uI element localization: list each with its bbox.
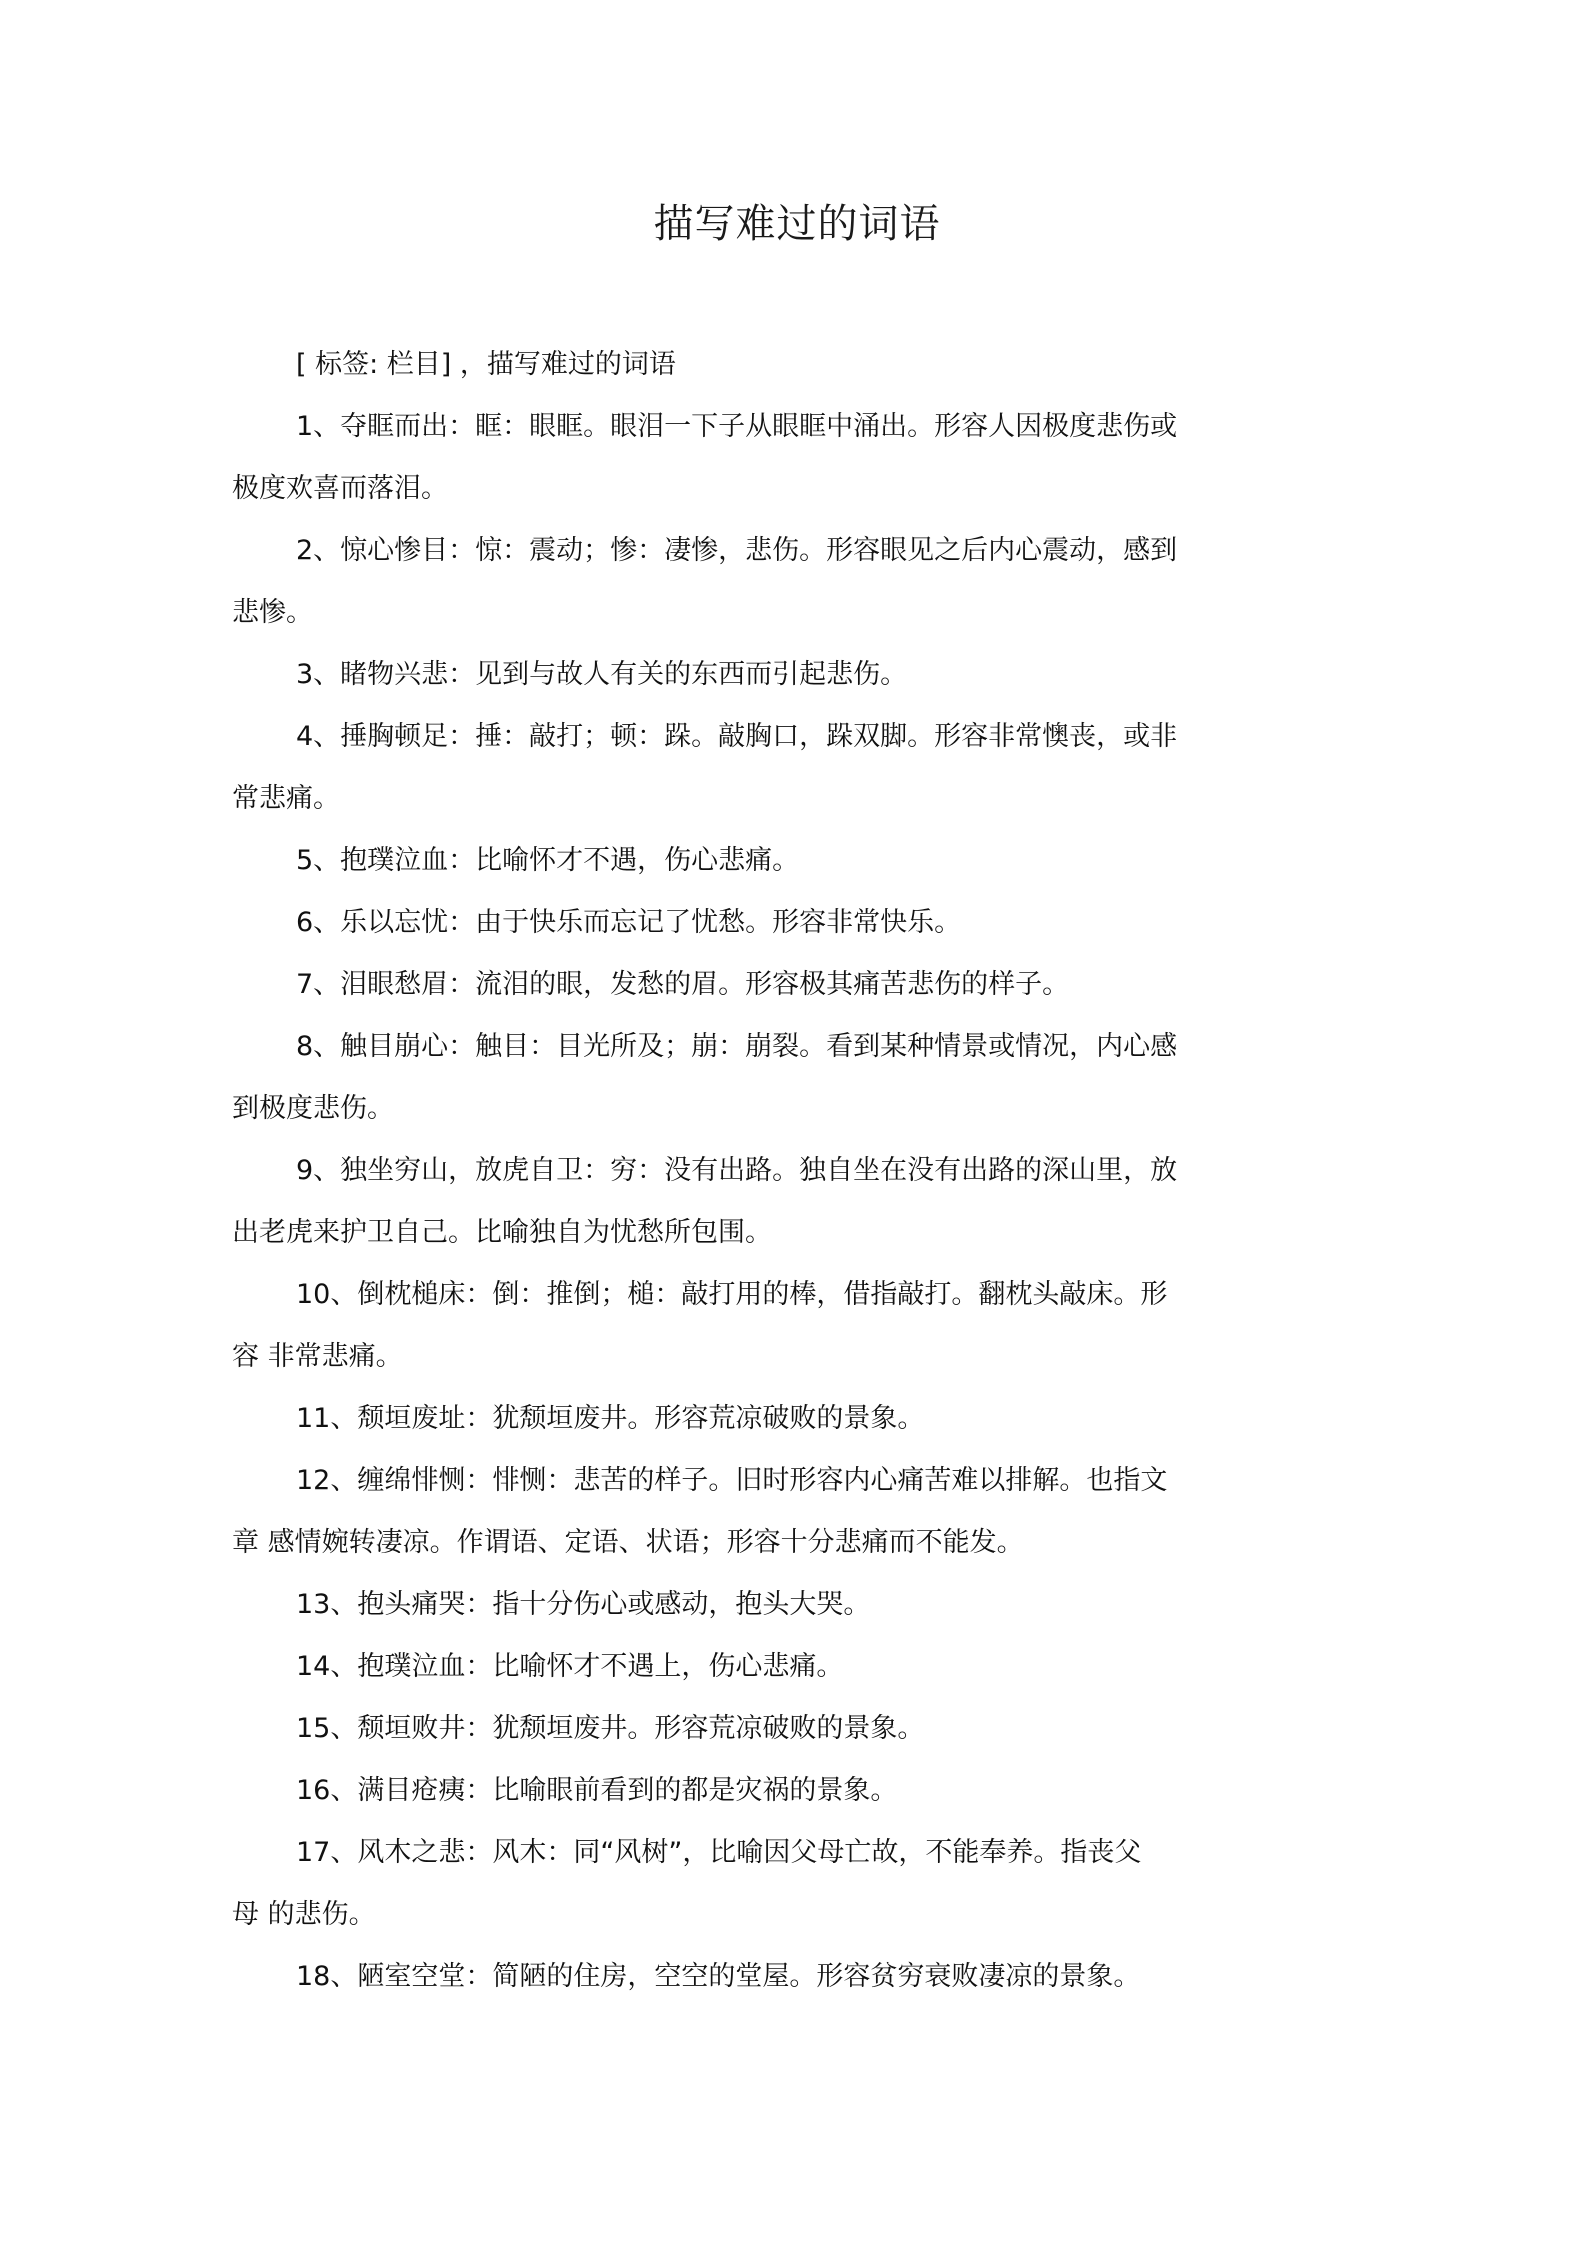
entry-line: 14、抱璞泣血：比喻怀才不遇上，伤心悲痛。	[296, 1651, 844, 1682]
entry-line: 出老虎来护卫自己。比喻独自为忧愁所包围。	[232, 1217, 772, 1248]
entry-line: 6、乐以忘忧：由于快乐而忘记了忧愁。形容非常快乐。	[296, 907, 962, 938]
entry-line: 悲惨。	[232, 597, 313, 628]
entry-line: 9、独坐穷山，放虎自卫：穷：没有出路。独自坐在没有出路的深山里，放	[296, 1155, 1178, 1186]
entry-line: 8、触目崩心：触目：目光所及；崩：崩裂。看到某种情景或情况，内心感	[296, 1031, 1178, 1062]
entry-line: 容 非常悲痛。	[232, 1341, 403, 1372]
document-title: 描写难过的词语	[653, 201, 941, 247]
entry-line: 母 的悲伤。	[232, 1899, 376, 1930]
entry-line: 2、惊心惨目：惊：震动；惨：凄惨，悲伤。形容眼见之后内心震动，感到	[296, 535, 1178, 566]
document-body	[232, 334, 1332, 2008]
entry-line: 12、缠绵悱恻：悱恻：悲苦的样子。旧时形容内心痛苦难以排解。也指文	[296, 1465, 1168, 1496]
entry-line: 15、颓垣败井：犹颓垣废井。形容荒凉破败的景象。	[296, 1713, 925, 1744]
entry-line: 极度欢喜而落泪。	[232, 473, 448, 504]
entry-line: 17、风木之悲：风木：同“风树”，比喻因父母亡故，不能奉养。指丧父	[296, 1837, 1142, 1868]
entry-line: 13、抱头痛哭：指十分伤心或感动，抱头大哭。	[296, 1589, 871, 1620]
entry-line: 3、睹物兴悲：见到与故人有关的东西而引起悲伤。	[296, 659, 908, 690]
entry-line: 1、夺眶而出：眶：眼眶。眼泪一下子从眼眶中涌出。形容人因极度悲伤或	[296, 411, 1178, 442]
entry-line: 4、捶胸顿足：捶：敲打；顿：跺。敲胸口，跺双脚。形容非常懊丧，或非	[296, 721, 1178, 752]
entry-line: 10、倒枕槌床：倒：推倒；槌：敲打用的棒，借指敲打。翻枕头敲床。形	[296, 1279, 1168, 1310]
entry-line: 16、满目疮痍：比喻眼前看到的都是灾祸的景象。	[296, 1775, 898, 1806]
entry-line: 18、陋室空堂：简陋的住房，空空的堂屋。形容贫穷衰败凄凉的景象。	[296, 1961, 1141, 1992]
entry-line: 7、泪眼愁眉：流泪的眼，发愁的眉。形容极其痛苦悲伤的样子。	[296, 969, 1070, 1000]
tag-line: [ 标签: 栏目] ，描写难过的词语	[296, 349, 676, 380]
entry-line: 5、抱璞泣血：比喻怀才不遇，伤心悲痛。	[296, 845, 800, 876]
entry-line: 常悲痛。	[232, 783, 340, 814]
entry-line: 到极度悲伤。	[232, 1093, 394, 1124]
entry-line: 章 感情婉转凄凉。作谓语、定语、状语；形容十分悲痛而不能发。	[232, 1527, 1024, 1558]
entry-line: 11、颓垣废址：犹颓垣废井。形容荒凉破败的景象。	[296, 1403, 925, 1434]
